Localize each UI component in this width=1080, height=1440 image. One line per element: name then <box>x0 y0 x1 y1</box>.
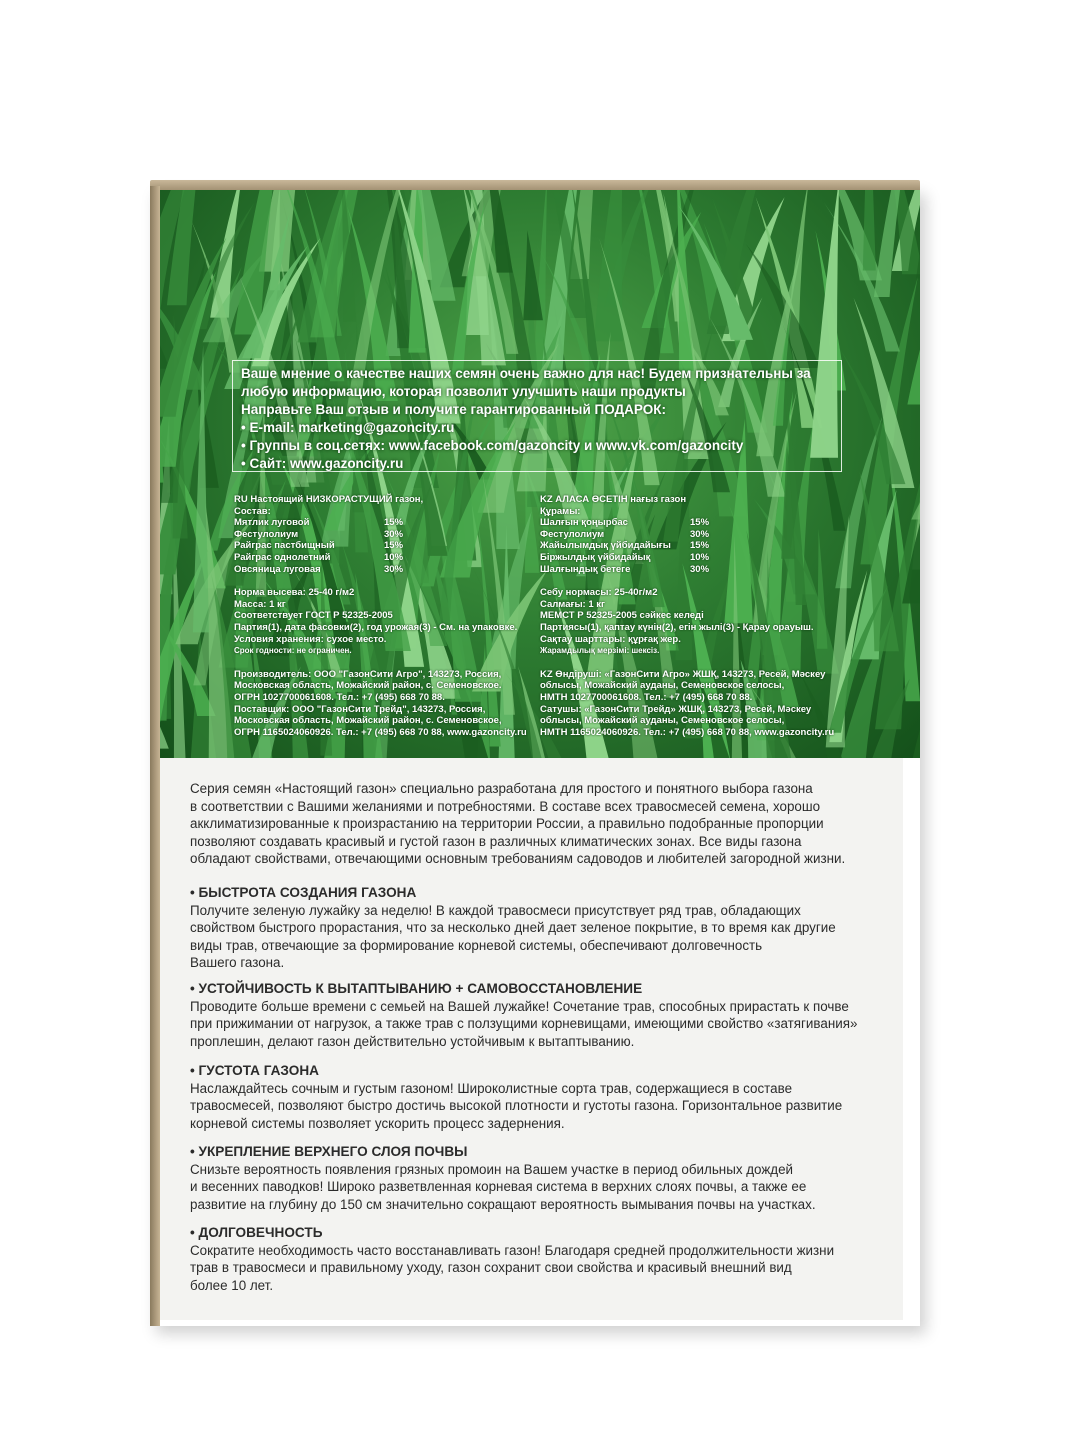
box-side-edge <box>150 186 160 1326</box>
feature-line: Сократите необходимость часто восстанавливать газон! Благодаря средней продолжительности жизни <box>190 1242 835 1258</box>
kz-producer: НМТН 1027700061608. Тел.: +7 (495) 668 70 88. <box>540 691 753 703</box>
ru-producer: Поставщик: ООО "ГазонСити Трейд", 143273, Россия, <box>234 703 486 715</box>
feature-line: Снизьте вероятность появления грязных промоин на Вашем участке в период обильных дождей <box>190 1161 794 1177</box>
kz-composition-label: Құрамы: <box>540 505 581 517</box>
feature-line: более 10 лет. <box>190 1277 274 1293</box>
feedback-email: • E-mail: marketing@gazoncity.ru <box>241 420 455 435</box>
feature-trampling-resistance <box>190 980 890 1050</box>
ru-shelf-life: Срок годности: не ограничен. <box>234 646 352 656</box>
intro-line: позволяют создавать красивый и густой газон в различных климатических зонах. Все виды газона <box>190 833 802 849</box>
ru-info: Норма высева: 25-40 г/м2 <box>234 587 355 599</box>
feature-line: Получите зеленую лужайку за неделю! В каждой травосмеси присутствует ряд трав, обладающих <box>190 902 801 918</box>
feedback-line: Ваше мнение о качестве наших семян очень важно для нас! Будем признательны за <box>241 366 811 381</box>
feedback-line: Направьте Ваш отзыв и получите гарантированный ПОДАРОК: <box>241 402 666 417</box>
intro-text <box>190 780 890 868</box>
kz-producer: облысы, Можайский ауданы, Семеновское селосы, <box>540 715 785 727</box>
kz-info: Себу нормасы: 25-40г/м2 <box>540 587 658 599</box>
kz-info: Салмағы: 1 кг <box>540 598 605 610</box>
feature-line: развитие на глубину до 150 см значительно сокращают вероятность вымывания почвы на участках. <box>190 1196 816 1212</box>
feature-line: Наслаждайтесь сочным и густым газоном! Широколистные сорта трав, содержащиеся в составе <box>190 1080 793 1096</box>
ru-composition-row: Райграс пастбищный 15% <box>234 540 404 552</box>
ru-producer: Производитель: ООО "ГазонСити Агро", 143273, Россия, <box>234 668 502 680</box>
grass-blade <box>919 190 920 450</box>
feature-line: свойством быстрого прорастания, что за несколько дней дает зеленое покрытие, в то время как другие <box>190 920 836 936</box>
grass-blade <box>863 190 876 271</box>
kz-composition-row: Шалғындық бетеге 30% <box>540 563 710 575</box>
ru-composition-row: Мятлик луговой 15% <box>234 517 404 529</box>
grass-panel <box>160 190 920 758</box>
feature-line: при прижимании от нагрузок, а также трав с ползущими корневищами, имеющими свойство «затягивания» <box>190 1016 858 1032</box>
kz-shelf-life: Жарамдылық мерзімі: шексіз. <box>540 646 660 656</box>
feature-line: трав в травосмеси и правильному уходу, газон сохранит свои свойства и красивый внешний вид <box>190 1260 792 1276</box>
ru-info: Партия(1), дата фасовки(2), год урожая(3) - См. на упаковке. <box>234 621 518 633</box>
feedback-social: • Группы в соц.сетях: www.facebook.com/gazoncity и www.vk.com/gazoncity <box>241 438 744 453</box>
feature-line: Проводите больше времени с семьей на Вашей лужайке! Сочетание трав, способных прирастать к почве <box>190 998 849 1014</box>
kz-info: Партиясы(1), қаптау күнін(2), егін жылі(3) - Қарау орауыш. <box>540 621 814 633</box>
kz-composition-row: Шалғын қоңырбас 15% <box>540 517 710 529</box>
kz-info: МЕМСТ Р 52325-2005 сәйкес келеді <box>540 610 704 622</box>
kz-composition-row: Фестулолиум 30% <box>540 528 710 540</box>
ru-info: Условия хранения: сухое место. <box>234 633 387 645</box>
intro-line: акклиматизированные к произрастанию на территории России, а правильно подобранные пропорции <box>190 816 824 832</box>
intro-line: в соответствии с Вашими желаниями и потребностями. В составе всех травосмесей семена, хорошо <box>190 798 821 814</box>
feature-title: • УКРЕПЛЕНИЕ ВЕРХНЕГО СЛОЯ ПОЧВЫ <box>190 1144 468 1159</box>
kz-composition-row: Жайылымдық үйбидайығы 15% <box>540 540 710 552</box>
ru-producer: ОГРН 1027700061608. Тел.: +7 (495) 668 70 88. <box>234 691 445 703</box>
ru-composition-row: Фестулолиум 30% <box>234 528 404 540</box>
feature-fast-growth <box>190 884 890 972</box>
feature-line: травосмесей, позволяют быстро достичь высокой плотности и густоты газона. Горизонтальное развитие <box>190 1098 843 1114</box>
ru-composition-row: Райграс однолетний 10% <box>234 551 404 563</box>
kz-info: Сақтау шарттары: құрғақ жер. <box>540 633 681 645</box>
kz-title: KZ АЛАСА ӨСЕТІН нағыз газон <box>540 494 687 505</box>
feature-line: корневой системы позволяет ускорить процесс задернения. <box>190 1115 565 1131</box>
kz-composition-row: Біржылдық үйбидайық 10% <box>540 551 710 563</box>
kz-producer: облысы, Можайский ауданы, Семеновское селосы, <box>540 680 785 692</box>
intro-line: Серия семян «Настоящий газон» специально разработана для простого и понятного выбора газона <box>190 781 813 796</box>
feedback-box <box>232 360 842 472</box>
feature-line: и весенних паводков! Широко разветвленная корневая система в верхних слоях почвы, а также ее <box>190 1179 807 1195</box>
ru-composition-row: Овсяница луговая 30% <box>234 563 404 575</box>
ru-info: Масса: 1 кг <box>234 598 286 610</box>
feature-title: • УСТОЙЧИВОСТЬ К ВЫТАПТЫВАНИЮ + САМОВОССТАНОВЛЕНИЕ <box>190 981 643 996</box>
kz-producer: НМТН 1165024060926. Тел.: +7 (495) 668 70 88, www.gazoncity.ru <box>540 726 835 738</box>
feature-line: Вашего газона. <box>190 955 285 971</box>
feature-line: виды трав, отвечающие за формирование корневой системы, обеспечивают долговечность <box>190 937 763 953</box>
feedback-site: • Сайт: www.gazoncity.ru <box>241 456 404 471</box>
feature-title: • ДОЛГОВЕЧНОСТЬ <box>190 1225 323 1240</box>
kz-producer: Сатушы: «ГазонСити Трейд» ЖШҚ, 143273, Ресей, Мәскеу <box>540 703 812 715</box>
feature-soil-strengthening <box>190 1143 890 1213</box>
feature-title: • БЫСТРОТА СОЗДАНИЯ ГАЗОНА <box>190 885 417 900</box>
feature-title: • ГУСТОТА ГАЗОНА <box>190 1063 319 1078</box>
seed-box-back <box>150 186 920 1326</box>
feature-line: проплешин, делают газон действительно устойчивым к вытаптыванию. <box>190 1033 635 1049</box>
ru-producer: Московская область, Можайский район, с. Семеновское. <box>234 680 502 692</box>
ru-producer: ОГРН 1165024060926. Тел.: +7 (495) 668 70 88, www.gazoncity.ru <box>234 726 527 738</box>
label-ru <box>234 494 534 738</box>
feature-density <box>190 1062 890 1132</box>
description-panel <box>160 758 903 1320</box>
intro-line: обладают свойствами, отвечающими основным требованиям садоводов и любителей загородной жизни. <box>190 851 846 867</box>
label-kz <box>540 494 840 738</box>
feedback-line: любую информацию, которая позволит улучшить наши продукты <box>241 384 686 399</box>
ru-composition-label: Состав: <box>234 505 271 517</box>
kz-producer: KZ Өндіруші: «ГазонСити Агро» ЖШҚ, 143273, Ресей, Мәскеу <box>540 668 826 680</box>
ru-info: Соответствует ГОСТ Р 52325-2005 <box>234 610 393 622</box>
ru-title: RU Настоящий НИЗКОРАСТУЩИЙ газон, <box>234 494 424 505</box>
feature-durability <box>190 1224 890 1294</box>
ru-producer: Московская область, Можайский район, с. Семеновское, <box>234 715 502 727</box>
